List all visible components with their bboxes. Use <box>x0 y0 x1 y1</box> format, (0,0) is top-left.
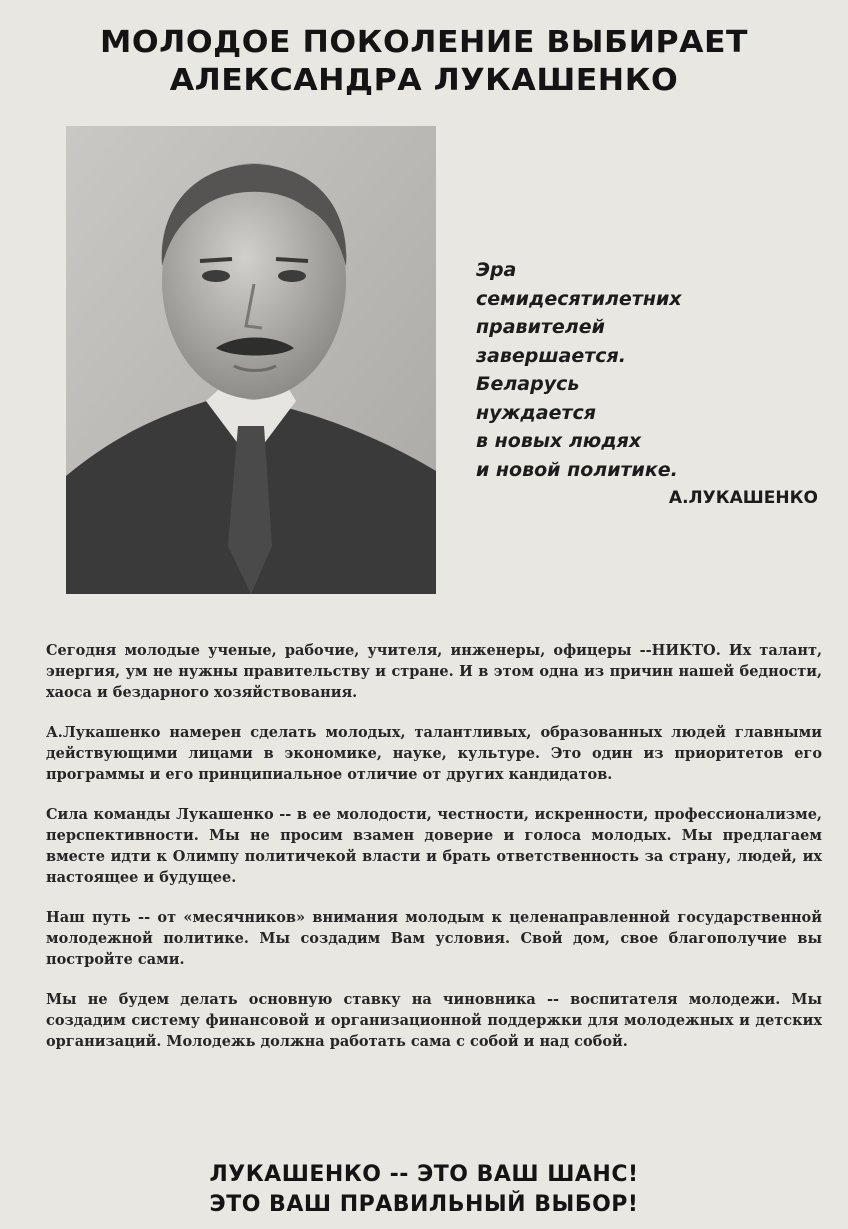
body-paragraph: Мы не будем делать основную ставку на чиновника -- воспитателя молодежи. Мы создадим систему финансовой и организационной поддержки для молодежных и детских организаций. Молодежь должна работать сама с собой и над собой. <box>46 991 822 1050</box>
body-paragraph: Сегодня молодые ученые, рабочие, учителя, инженеры, офицеры --НИКТО. Их талант, энергия, ум не нужны правительству и стране. И в этом одна из причин нашей бедности, хаоса и бездарного хозяйствования. <box>46 642 822 701</box>
candidate-quote <box>476 256 836 513</box>
body-paragraph: Наш путь -- от «месячников» внимания молодым к целенаправленной государственной молодежной политике. Мы создадим Вам условия. Свой дом, свое благополучие вы постройте сами. <box>46 909 822 968</box>
body-paragraph: А.Лукашенко намерен сделать молодых, талантливых, образованных людей главными действующими лицами в экономике, науке, культуре. Это один из приоритетов его программы и его принципиальное отличие от других кандидатов. <box>46 724 822 783</box>
body-paragraph: Сила команды Лукашенко -- в ее молодости, честности, искренности, профессионализме, перспективности. Мы не просим взамен доверие и голоса молодых. Мы предлагаем вместе идти к Олимпу политичекой власти и брать ответственность за страну, людей, их настоящее и будущее. <box>46 806 822 886</box>
quote-line: нуждается <box>476 401 596 424</box>
quote-line: семидесятилетних <box>476 287 682 310</box>
quote-line: завершается. <box>476 344 626 367</box>
quote-signature: А.ЛУКАШЕНКО <box>668 488 818 508</box>
headline-line-2: АЛЕКСАНДРА ЛУКАШЕНКО <box>169 63 679 98</box>
poster-slogan <box>0 1160 848 1220</box>
quote-line: правителей <box>476 316 605 338</box>
quote-line: в новых людях <box>476 430 642 452</box>
slogan-line-1: ЛУКАШЕНКО -- ЭТО ВАШ ШАНС! <box>209 1162 639 1187</box>
quote-line: Беларусь <box>476 373 580 395</box>
slogan-line-2: ЭТО ВАШ ПРАВИЛЬНЫЙ ВЫБОР! <box>209 1192 639 1217</box>
quote-line: Эра <box>476 259 517 281</box>
headline-line-1: МОЛОДОЕ ПОКОЛЕНИЕ ВЫБИРАЕТ <box>99 25 749 60</box>
poster-headline <box>0 24 848 100</box>
candidate-portrait-photo <box>66 126 436 594</box>
body-text <box>46 640 822 1071</box>
quote-line: и новой политике. <box>476 458 678 481</box>
